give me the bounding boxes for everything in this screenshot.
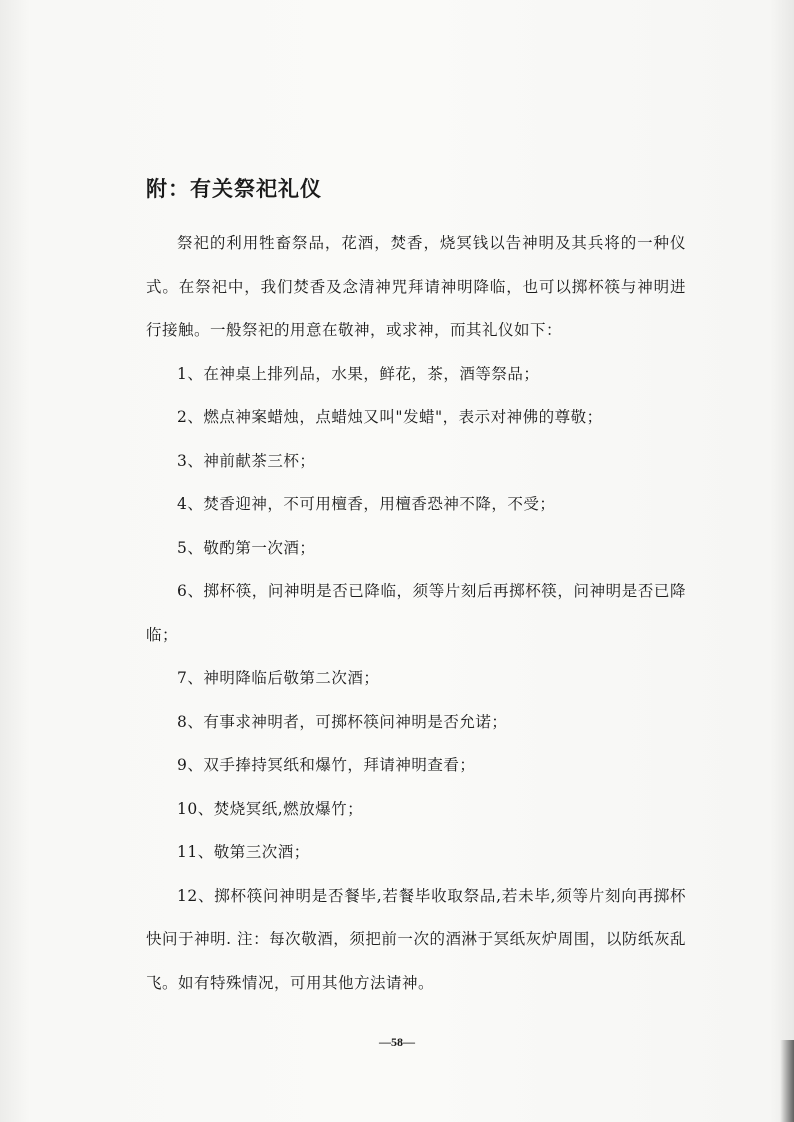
list-item: 10、焚烧冥纸,燃放爆竹；: [177, 799, 364, 818]
document-body: [146, 170, 686, 1005]
list-item: 1、在神桌上排列品，水果，鲜花，茶，酒等祭品；: [177, 364, 540, 383]
document-title: 附：有关祭祀礼仪: [146, 176, 322, 201]
list-item: 8、有事求神明者，可掷杯筷问神明是否允诺；: [177, 712, 508, 731]
list-item: 5、敬酌第一次酒；: [177, 538, 316, 557]
list-item: 4、焚香迎神，不可用檀香，用檀香恐神不降，不受；: [177, 495, 556, 513]
list-item: 6、掷杯筷，问神明是否已降临，须等片刻后再掷杯筷，问神明是否已降临；: [146, 582, 686, 644]
list-item: 12、掷杯筷问神明是否餐毕,若餐毕收取祭品,若未毕,须等片刻向再掷杯快问于神明. 注：每次敬酒，须把前一次的酒淋于冥纸灰炉周围，以防纸灰乱飞。如有特殊情况，可用其他方法请神。: [146, 886, 686, 992]
list-item: 11、敬第三次酒；: [177, 843, 310, 861]
list-item: 3、神前献茶三杯；: [177, 451, 316, 470]
list-item: 2、燃点神案蜡烛，点蜡烛又叫"发蜡"，表示对神佛的尊敬；: [177, 408, 603, 426]
intro-paragraph: 祭祀的利用牲畜祭品，花酒，焚香，烧冥钱以告神明及其兵将的一种仪式。在祭祀中，我们焚香及念清神咒拜请神明降临，也可以掷杯筷与神明进行接触。一般祭祀的用意在敬神，或求神，而其礼仪如下：: [146, 234, 686, 339]
scan-edge-shadow: [780, 1040, 794, 1122]
page-number: —58—: [379, 1035, 415, 1049]
list-item: 9、双手捧持冥纸和爆竹，拜请神明查看；: [177, 756, 476, 774]
list-item: 7、神明降临后敬第二次酒；: [177, 669, 380, 687]
